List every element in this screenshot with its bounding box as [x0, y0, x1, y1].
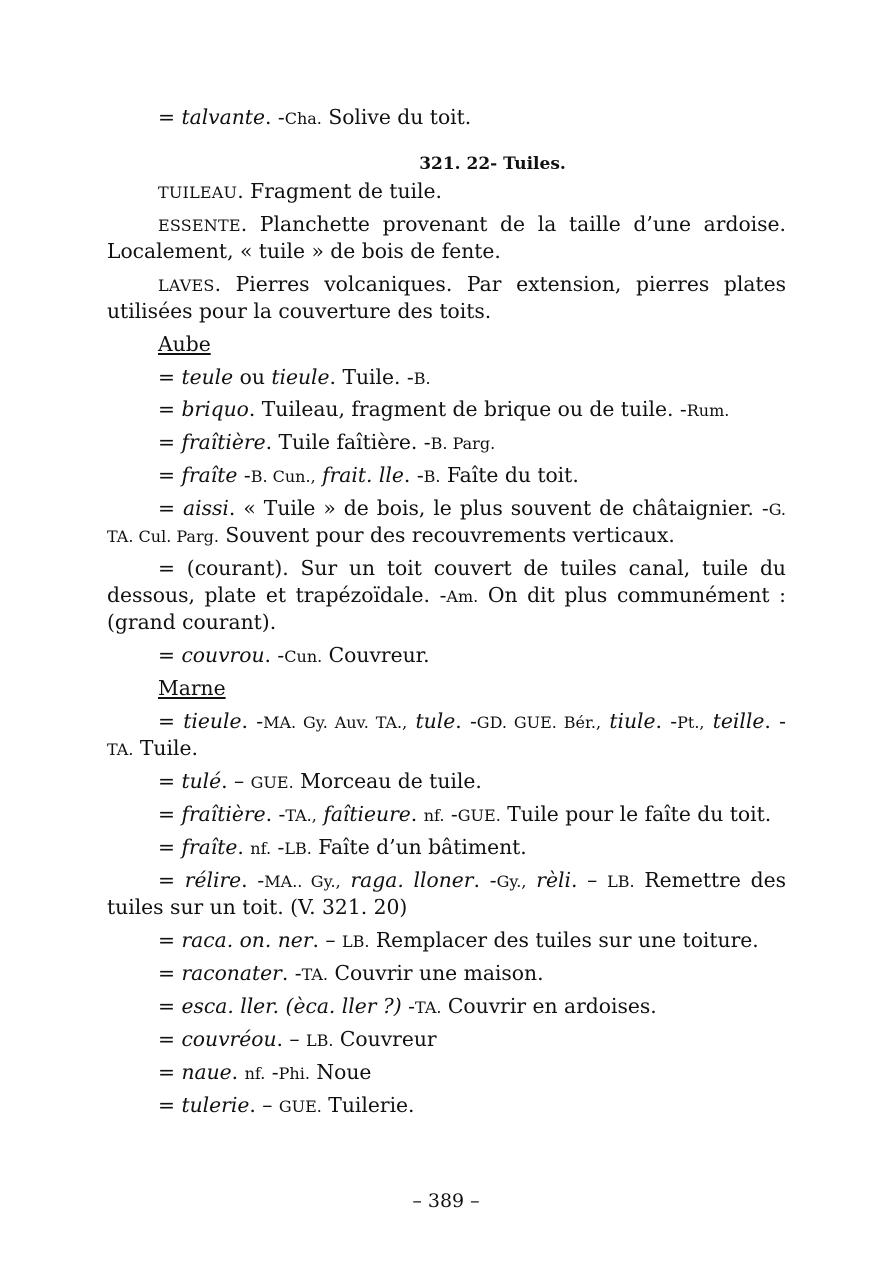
dialect-entry: = fraîtière. -TA., faîtieure. nf. -GUE. Tuile pour le faîte du toit. [158, 802, 772, 827]
page-number: – 389 – [412, 1190, 480, 1212]
dialect-entry: = naue. nf. -Phi. Noue [158, 1060, 372, 1085]
intro-entry [107, 104, 786, 131]
headword: LAVES [158, 275, 215, 295]
dialect-entry: = esca. ller. (èca. ller ?) -TA. Couvrir en ardoises. [158, 994, 657, 1019]
definition-text: . Planchette provenant de la taille d’une ardoise. Localement, « tuile » de bois de fente. [107, 211, 786, 263]
dialect-term: talvante [181, 105, 265, 129]
dialect-entry: = (courant). Sur un toit couvert de tuiles canal, tuile du dessous, plate et trapézoïdale. -Am. On dit plus communément : (grand courant). [107, 556, 786, 635]
definition-entry [107, 211, 786, 265]
dialect-entry: = briquo. Tuileau, fragment de brique ou de tuile. -Rum. [158, 397, 730, 422]
dialect-entry: = aissi. « Tuile » de bois, le plus souvent de châtaignier. -G. TA. Cul. Parg. Souvent pour des recouvrements verticaux. [107, 496, 786, 548]
dialect-entry: = fraîte -B. Cun., frait. lle. -B. Faîte du toit. [158, 463, 579, 488]
source-abbrev: Cha. [284, 109, 322, 128]
region-heading-marne: Marne [158, 676, 226, 701]
page-body [107, 104, 786, 1125]
definition-entry [107, 271, 786, 325]
dialect-entry: = tulerie. – GUE. Tuilerie. [158, 1093, 415, 1118]
dialect-entry: = couvréou. – LB. Couvreur [158, 1027, 437, 1052]
dialect-entry: = couvrou. -Cun. Couvreur. [158, 643, 430, 668]
dialect-entry: = raca. on. ner. – LB. Remplacer des tuiles sur une toiture. [158, 928, 759, 953]
dialect-entry: = fraîtière. Tuile faîtière. -B. Parg. [158, 430, 496, 455]
entry-text: . - [264, 105, 285, 129]
dialect-entry: = raconater. -TA. Couvrir une maison. [158, 961, 544, 986]
headword: ESSENTE [158, 215, 241, 235]
definition-text: . Fragment de tuile. [237, 178, 442, 203]
definition-entry [107, 178, 786, 205]
dialect-entry: = teule ou tieule. Tuile. -B. [158, 364, 431, 389]
definition-text: . Pierres volcaniques. Par extension, pierres plates utilisées pour la couverture des toits. [107, 271, 786, 323]
dialect-entry: = tieule. -MA. Gy. Auv. TA., tule. -GD. GUE. Bér., tiule. -Pt., teille. -TA. Tuile. [107, 709, 786, 761]
dialect-entry: = fraîte. nf. -LB. Faîte d’un bâtiment. [158, 835, 527, 860]
region-heading-aube: Aube [158, 331, 211, 356]
entry-definition: Solive du toit. [321, 105, 472, 129]
dialect-entry: = tulé. – GUE. Morceau de tuile. [158, 769, 482, 794]
entry-prefix: = [158, 105, 182, 129]
dialect-entry: = rélire. -MA.. Gy., raga. lloner. -Gy., rèli. – LB. Remettre des tuiles sur un toit. (V. 321. 20) [107, 868, 787, 920]
section-heading: 321. 22- Tuiles. [419, 153, 566, 174]
headword: TUILEAU [158, 182, 238, 202]
